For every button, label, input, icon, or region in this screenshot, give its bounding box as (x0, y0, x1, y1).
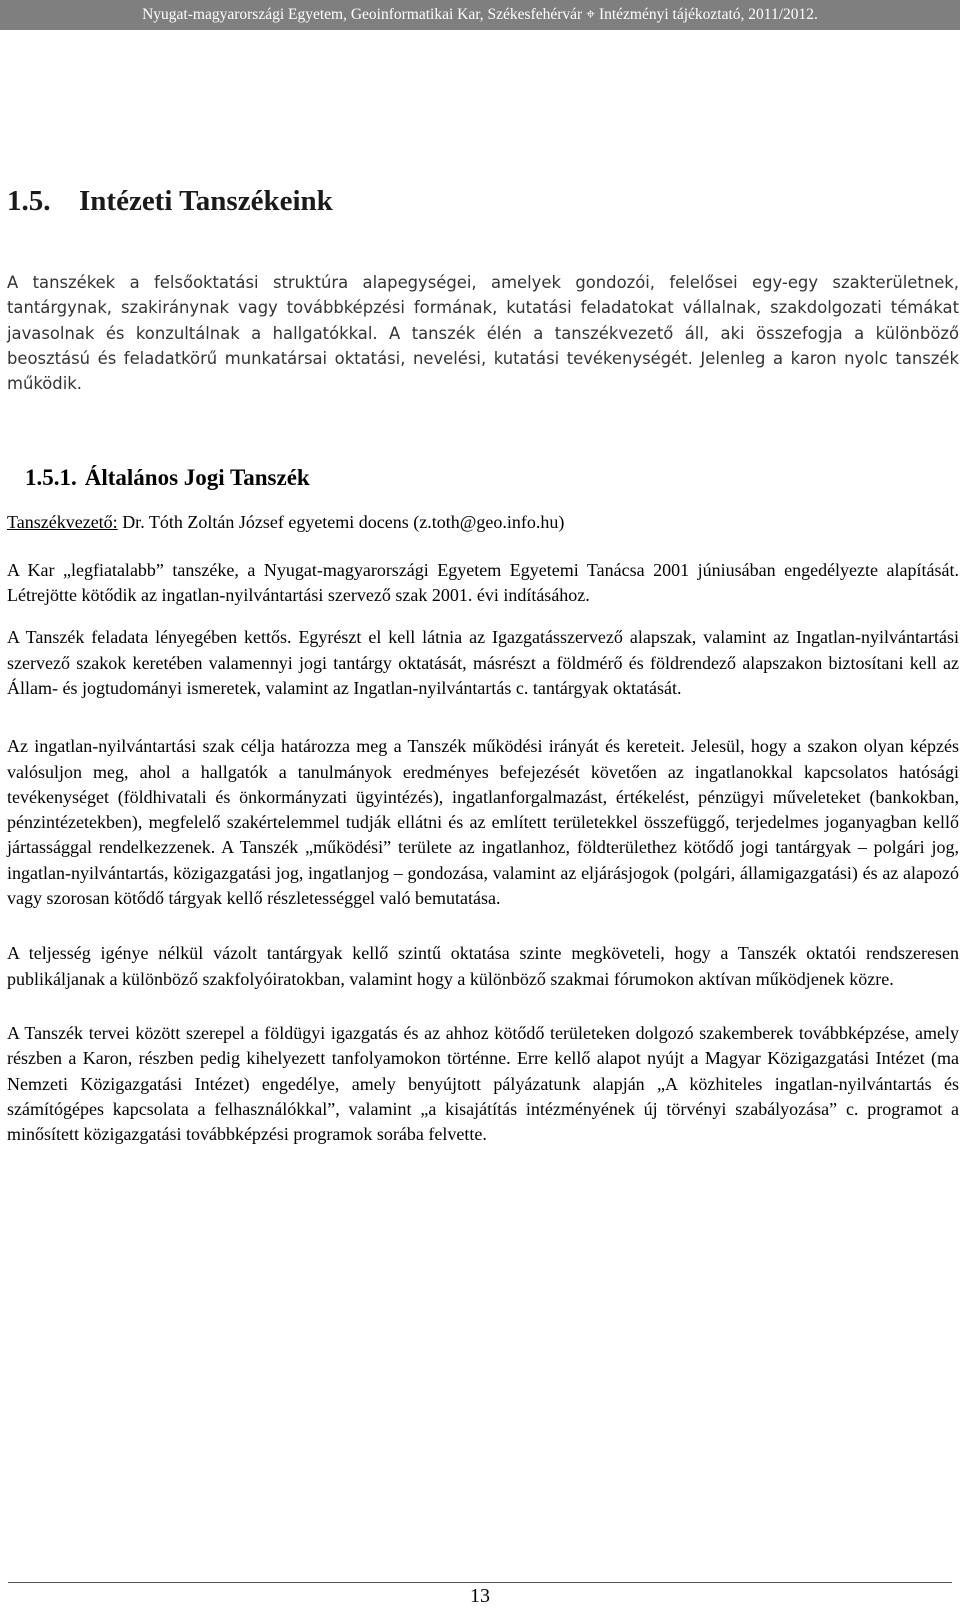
section-heading (7, 172, 959, 230)
subsection-number: 1.5.1. (25, 465, 77, 491)
paragraph-5: A Tanszék tervei között szerepel a földügyi igazgatás és az ahhoz kötődő területeken dolgozó szakemberek továbbképzése, amely részben a Karon, részben pedig kihelyezett tanfolyamokon történne. Erre kellő alapot nyújt a Magyar Közigazgatási Intézet (ma Nemzeti Közigazgatási Intézet) engedélye, amely benyújtott pályázatunk alapján „A közhiteles ingatlan-nyilvántartás és számítógépes kapcsolata a felhasználókkal”, valamint „a kisajátítás intézményének új törvényi szabályozása” c. programot a minősített közigazgatási továbbképzési programok sorába felvette. (7, 1022, 959, 1145)
subsection-title: Általános Jogi Tanszék (84, 465, 310, 491)
paragraph-4: A teljesség igénye nélkül vázolt tantárgyak kellő szintű oktatása szinte megköveteli, hogy a Tanszék oktatói rendszeresen publikáljanak a különböző szakfolyóiratokban, valamint hogy a különböző szakmai fórumokon aktívan működjenek közre. (7, 943, 959, 989)
department-head (7, 510, 959, 535)
section-title: Intézeti Tanszékeink (79, 185, 333, 217)
subsection-heading (25, 460, 959, 496)
page-number: 13 (470, 1585, 490, 1607)
header-right: Intézményi tájékoztató, 2011/2012. (598, 6, 818, 23)
department-head-label: Tanszékvezető: (7, 512, 118, 533)
department-head-name: Dr. Tóth Zoltán József egyetemi docens (z.toth@geo.info.hu) (117, 512, 565, 533)
section-number: 1.5. (7, 185, 51, 217)
page-header (0, 0, 960, 30)
paragraph-2: A Tanszék feladata lényegében kettős. Egyrészt el kell látnia az Igazgatásszervező alapszak, valamint az Ingatlan-nyilvántartási szervező szakok keretében valamennyi jogi tantárgy oktatását, másrészt a földmérő és földrendező alapszakon biztosítani kell az Állam- és jogtudományi ismeretek, valamint az Ingatlan-nyilvántartás c. tantárgyak oktatását. (7, 627, 959, 698)
footer-rule (8, 1582, 952, 1583)
page-content (7, 172, 959, 1147)
paragraph-1: A Kar „legfiatalabb” tanszéke, a Nyugat-magyarországi Egyetem Egyetemi Tanácsa 2001 júniusában engedélyezte alapítását. Létrejötte kötődik az ingatlan-nyilvántartási szervező szak 2001. évi indításához. (7, 559, 959, 606)
header-separator-icon: ⌖ (586, 6, 595, 23)
header-left: Nyugat-magyarországi Egyetem, Geoinformatikai Kar, Székesfehérvár (142, 6, 583, 23)
section-intro: A tanszékek a felsőoktatási struktúra alapegységei, amelyek gondozói, felelősei egy-egy szakterületnek, tantárgynak, szakiránynak vagy továbbképzési formának, kutatási feladatokat vállalnak, szakdolgozati témákat javasolnak és konzultálnak a hallgatókkal. A tanszék élén a tanszékvezető áll, aki összefogja a különböző beosztású és feladatkörű munkatársai oktatási, nevelési, kutatási tevékenységét. Jelenleg a karon nyolc tanszék működik. (7, 273, 959, 394)
paragraph-3: Az ingatlan-nyilvántartási szak célja határozza meg a Tanszék működési irányát és kereteit. Jelesül, hogy a szakon olyan képzés valósuljon meg, ahol a hallgatók a tanulmányok eredményes befejezését követően az ingatlanokkal kapcsolatos hatósági tevékenységet (földhivatali és önkormányzati ügyintézés), ingatlanforgalmazást, értékelést, pénzügyi műveleteket (bankokban, pénzintézetekben), megfelelő szakértelemmel tudják ellátni és az említett területekkel összefüggő, terjedelmes joganyagban kellő jártassággal rendelkezzenek. A Tanszék „működési” területe az ingatlanhoz, földterülethez kötődő jogi tantárgyak – polgári jog, ingatlan-nyilvántartás, közigazgatási jog, ingatlanjog – gondozása, valamint az eljárásjogok (polgári, államigazgatási) és az alapozó vagy szorosan kötődő tárgyak kellő részletességgel való bemutatása. (7, 736, 959, 909)
